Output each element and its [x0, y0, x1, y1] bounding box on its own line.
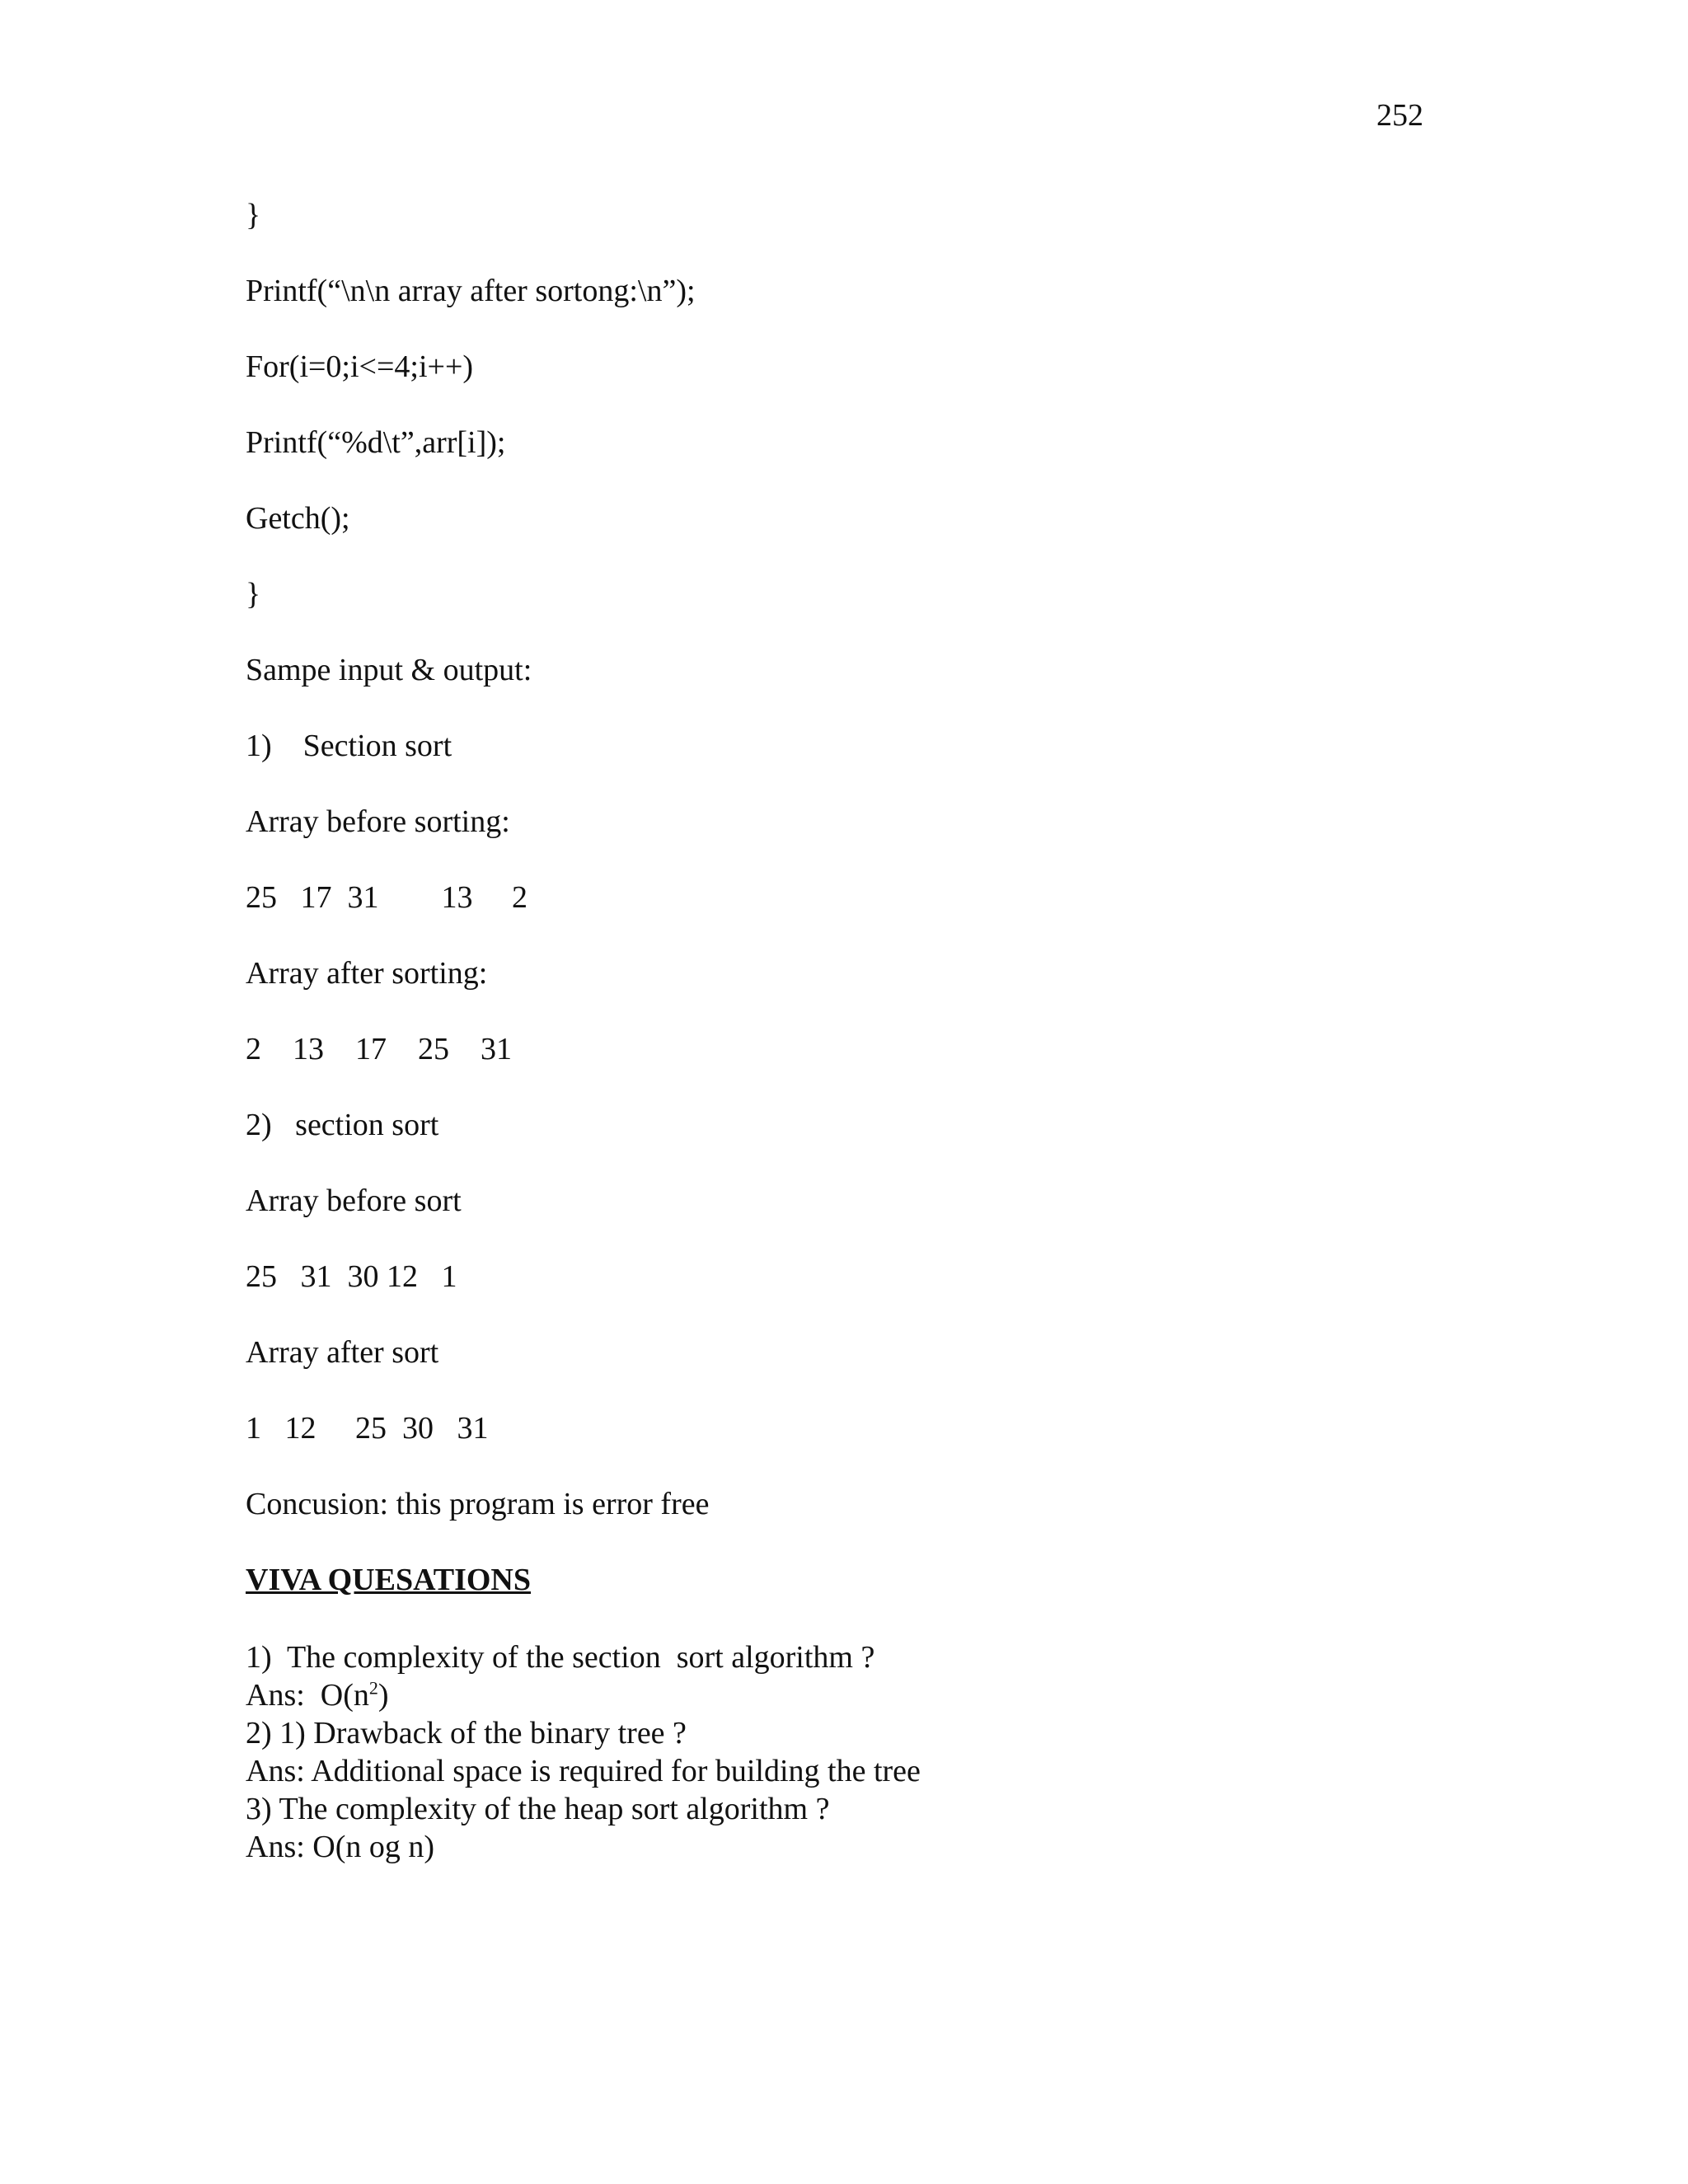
after-label: Array after sort — [246, 1335, 439, 1370]
after-label: Array after sorting: — [246, 956, 488, 991]
code-line: Getch(); — [246, 501, 350, 536]
viva-answer: Ans: O(n og n) — [246, 1830, 435, 1864]
viva-answer — [246, 1676, 1482, 1714]
before-values: 25 17 31 13 2 — [246, 880, 528, 915]
code-line: For(i=0;i<=4;i++) — [246, 349, 474, 384]
viva-question: 3) The complexity of the heap sort algorithm ? — [246, 1792, 830, 1826]
code-line: } — [246, 198, 261, 232]
answer-text: ) — [377, 1678, 389, 1713]
sample-heading: Sampe input & output: — [246, 653, 532, 687]
code-line: Printf(“\n\n array after sortong:\n”); — [246, 274, 696, 308]
conclusion: Concusion: this program is error free — [246, 1487, 710, 1521]
before-values: 25 31 30 12 1 — [246, 1259, 457, 1294]
document-body — [246, 196, 1482, 1866]
viva-answer: Ans: Additional space is required for building the tree — [246, 1754, 921, 1788]
viva-heading: VIVA QUESATIONS — [246, 1563, 531, 1597]
code-line: Printf(“%d\t”,arr[i]); — [246, 425, 506, 460]
viva-question: 1) The complexity of the section sort algorithm ? — [246, 1640, 875, 1675]
before-label: Array before sort — [246, 1183, 462, 1218]
example-label: 1) Section sort — [246, 729, 452, 763]
after-values: 2 13 17 25 31 — [246, 1032, 512, 1066]
before-label: Array before sorting: — [246, 804, 510, 839]
exponent: 2 — [368, 1677, 378, 1699]
after-values: 1 12 25 30 31 — [246, 1411, 489, 1446]
example-label: 2) section sort — [246, 1108, 439, 1142]
code-line: } — [246, 577, 261, 612]
answer-text: Ans: O(n — [246, 1678, 369, 1713]
page-number: 252 — [1376, 98, 1423, 133]
viva-questions — [246, 1638, 1482, 1866]
viva-question: 2) 1) Drawback of the binary tree ? — [246, 1716, 687, 1750]
